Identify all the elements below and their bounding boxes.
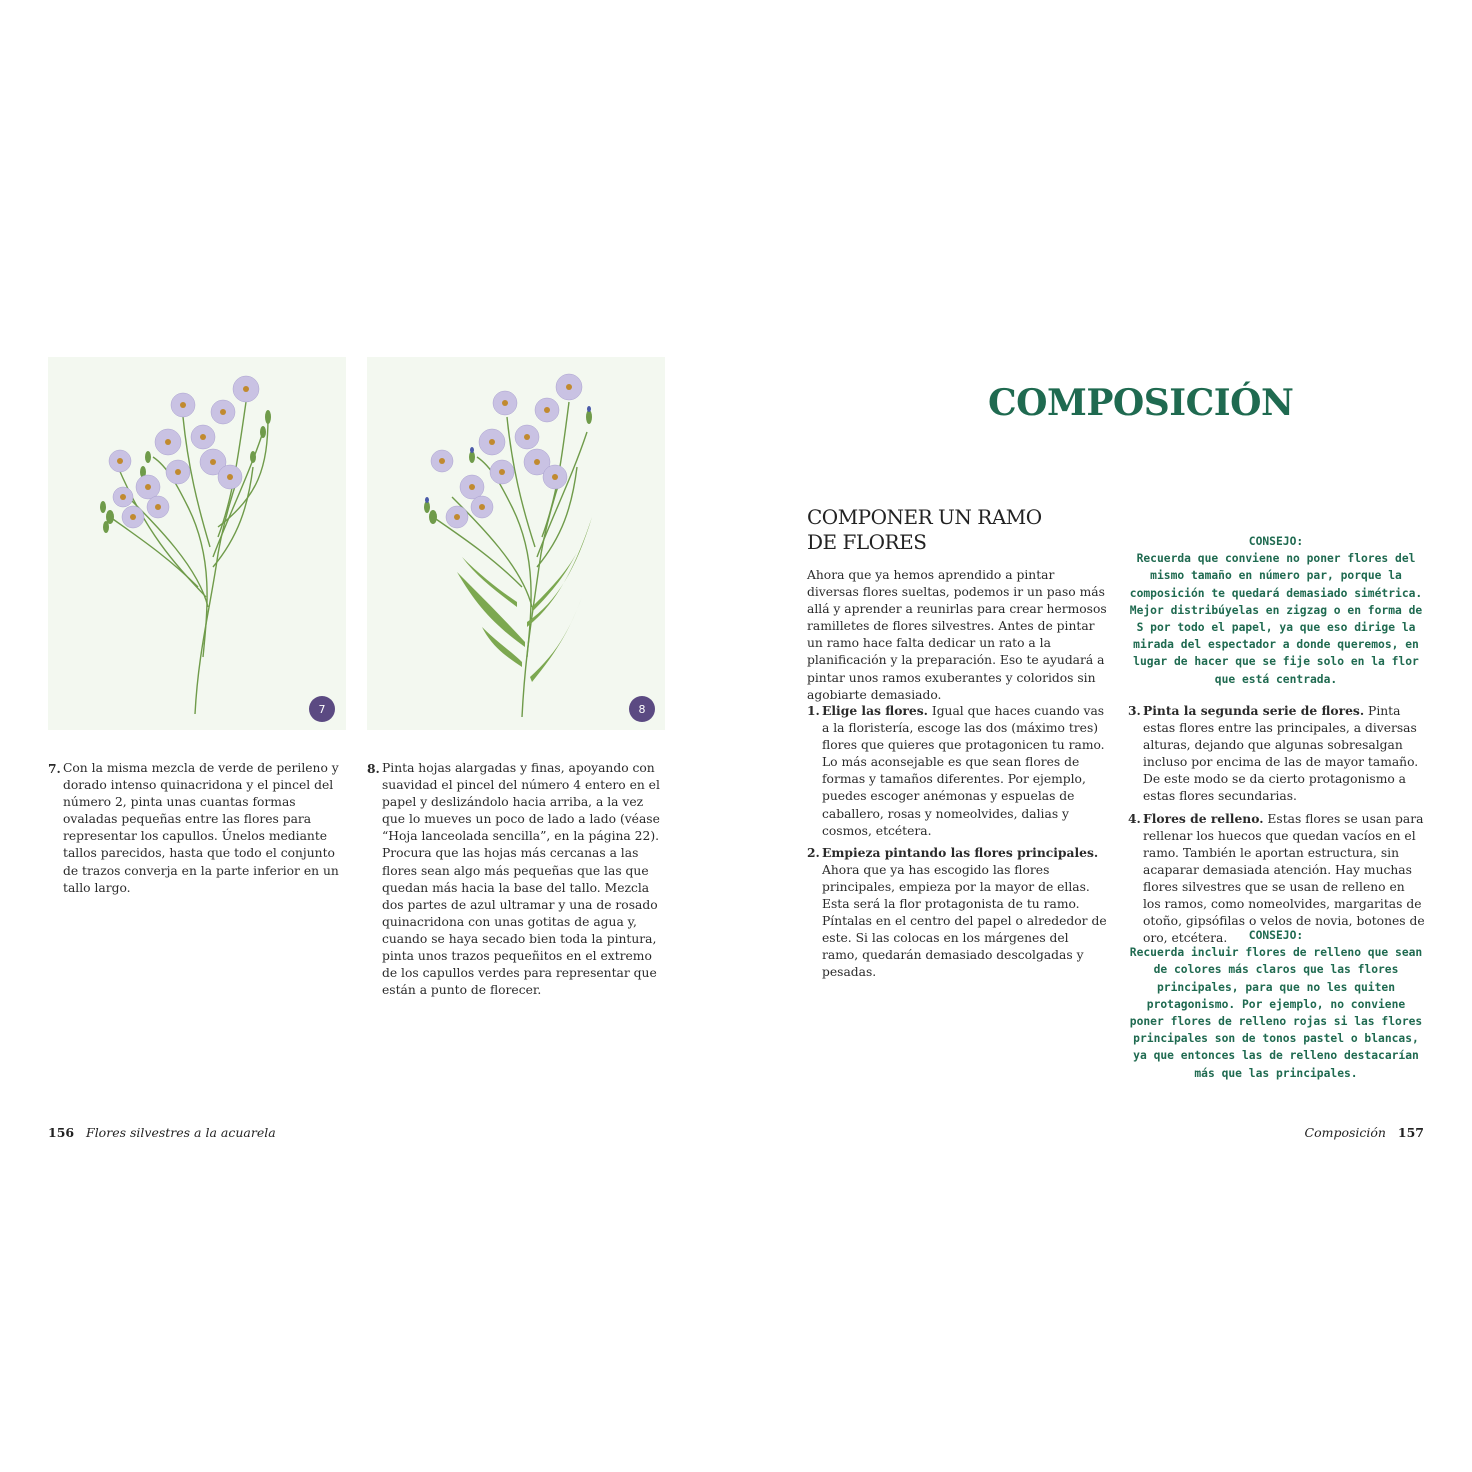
- item-heading: Pinta la segunda serie de flores.: [1143, 703, 1365, 718]
- item-number: 1.: [807, 703, 820, 718]
- item-number: 3.: [1128, 703, 1141, 718]
- item-number: 2.: [807, 844, 820, 860]
- list-item: [807, 844, 1107, 982]
- step-text: Con la misma mezcla de verde de perileno y dorado intenso quinacridona y el pincel del número 2, pinta unas cuantas formas ovaladas pequeñas entre las flores para representar los capullos. Únelos mediante tallos parecidos, hasta que todo el conjunto de trazos converja en la parte inferior en un tallo largo.: [63, 761, 339, 895]
- tip-box-2: [1128, 927, 1424, 1082]
- item-heading: Empieza pintando las flores principales.: [822, 844, 1099, 860]
- step-7-instructions: [48, 760, 348, 897]
- page-number: 157: [1397, 1125, 1424, 1140]
- chapter-title: COMPOSICIÓN: [988, 382, 1294, 424]
- item-text: Pinta estas flores entre las principales, a diversas alturas, dejando que algunas sobresalgan incluso por encima de las de mayor tamaño. De este modo se da cierto protagonismo a estas flores secundarias.: [1143, 704, 1419, 804]
- tip-label: CONSEJO:: [1248, 929, 1304, 942]
- tip-label: CONSEJO:: [1248, 535, 1304, 548]
- step-8-instructions: [367, 760, 667, 999]
- page-number: 156: [48, 1125, 75, 1140]
- item-text: Estas flores se usan para rellenar los huecos que quedan vacíos en el ramo. También le aportan estructura, sin acaparar demasiada atención. Hay muchas flores silvestres que se usan de relleno en los ramos, como nomeolvides, margaritas de otoño, gipsófilas o velos de novia, botones de oro, etcétera.: [1143, 811, 1425, 946]
- numbered-list-left: [807, 702, 1107, 986]
- illustration-step-7: [48, 357, 346, 730]
- tip-text: Recuerda incluir flores de relleno que sean de colores más claros que las flores principales, para que no les quiten protagonismo. Por ejemplo, no conviene poner flores de relleno rojas si las flores principales son de tonos pastel o blancas, ya que entonces las de relleno destacarían más que las principales.: [1129, 946, 1423, 1080]
- illustration-step-8: [367, 357, 665, 730]
- list-item: [807, 702, 1107, 840]
- numbered-list-right: [1128, 702, 1426, 951]
- section-name: Composición: [1304, 1125, 1386, 1140]
- item-text: Igual que haces cuando vas a la floristería, escoge las dos (máximo tres) flores que quieres que protagonicen tu ramo. Lo más aconsejable es que sean flores de formas y tamaños diferentes. Por ejemplo, puedes escoger anémonas y espuelas de caballero, rosas y nomeolvides, dalias y cosmos, etcétera.: [822, 704, 1105, 838]
- list-item: [1128, 702, 1426, 806]
- left-page-footer: [48, 1125, 276, 1140]
- section-heading: [807, 505, 1107, 555]
- step-number: 8.: [367, 761, 380, 776]
- step-text: Pinta hojas alargadas y finas, apoyando con suavidad el pincel del número 4 entero en el papel y deslizándolo hacia arriba, a la vez que lo mueves un poco de lado a lado (véase “Hoja lanceolada sencilla”, en la página 22). Procura que las hojas más cercanas a las flores sean algo más pequeñas que las que quedan más hacia la base del tallo. Mezcla dos partes de azul ultramar y una de rosado quinacridona con unas gotitas de agua y, cuando se haya secado bien toda la pintura, pinta unos trazos pequeñitos en el extremo de los capullos verdes para representar que están a punto de florecer.: [382, 761, 660, 998]
- step-number-badge: 7: [309, 696, 335, 722]
- wildflower-painting-stems: [48, 357, 346, 730]
- right-page-footer: [1305, 1125, 1424, 1140]
- tip-text: Recuerda que conviene no poner flores del mismo tamaño en número par, porque la composición te quedará demasiado simétrica. Mejor distribúyelas en zigzag o en forma de S por todo el papel, ya que eso dirige la mirada del espectador a donde queremos, en lugar de hacer que se fije solo en la flor que está centrada.: [1129, 552, 1423, 686]
- book-title: Flores silvestres a la acuarela: [86, 1125, 276, 1140]
- item-heading: Elige las flores.: [822, 703, 928, 718]
- section-heading-line2: DE FLORES: [807, 530, 927, 554]
- intro-paragraph: Ahora que ya hemos aprendido a pintar diversas flores sueltas, podemos ir un paso más allá y aprender a reunirlas para crear hermosos ramilletes de flores silvestres. Antes de pintar un ramo hace falta dedicar un rato a la planificación y la preparación. Eso te ayudará a pintar unos ramos exuberantes y coloridos sin agobiarte demasiado.: [807, 568, 1107, 702]
- item-text: Ahora que ya has escogido las flores principales, empieza por la mayor de ellas. Esta será la flor protagonista de tu ramo. Píntalas en el centro del papel o alrededor de este. Si las colocas en los márgenes del ramo, quedarán demasiado descolgadas y pesadas.: [822, 862, 1107, 980]
- tip-box-1: [1128, 533, 1424, 688]
- wildflower-painting-leaves: [367, 357, 665, 730]
- item-number: 4.: [1128, 810, 1141, 826]
- section-heading-line1: COMPONER UN RAMO: [807, 505, 1042, 529]
- item-heading: Flores de relleno.: [1143, 810, 1264, 826]
- step-number-badge: 8: [629, 696, 655, 722]
- step-number: 7.: [48, 761, 61, 776]
